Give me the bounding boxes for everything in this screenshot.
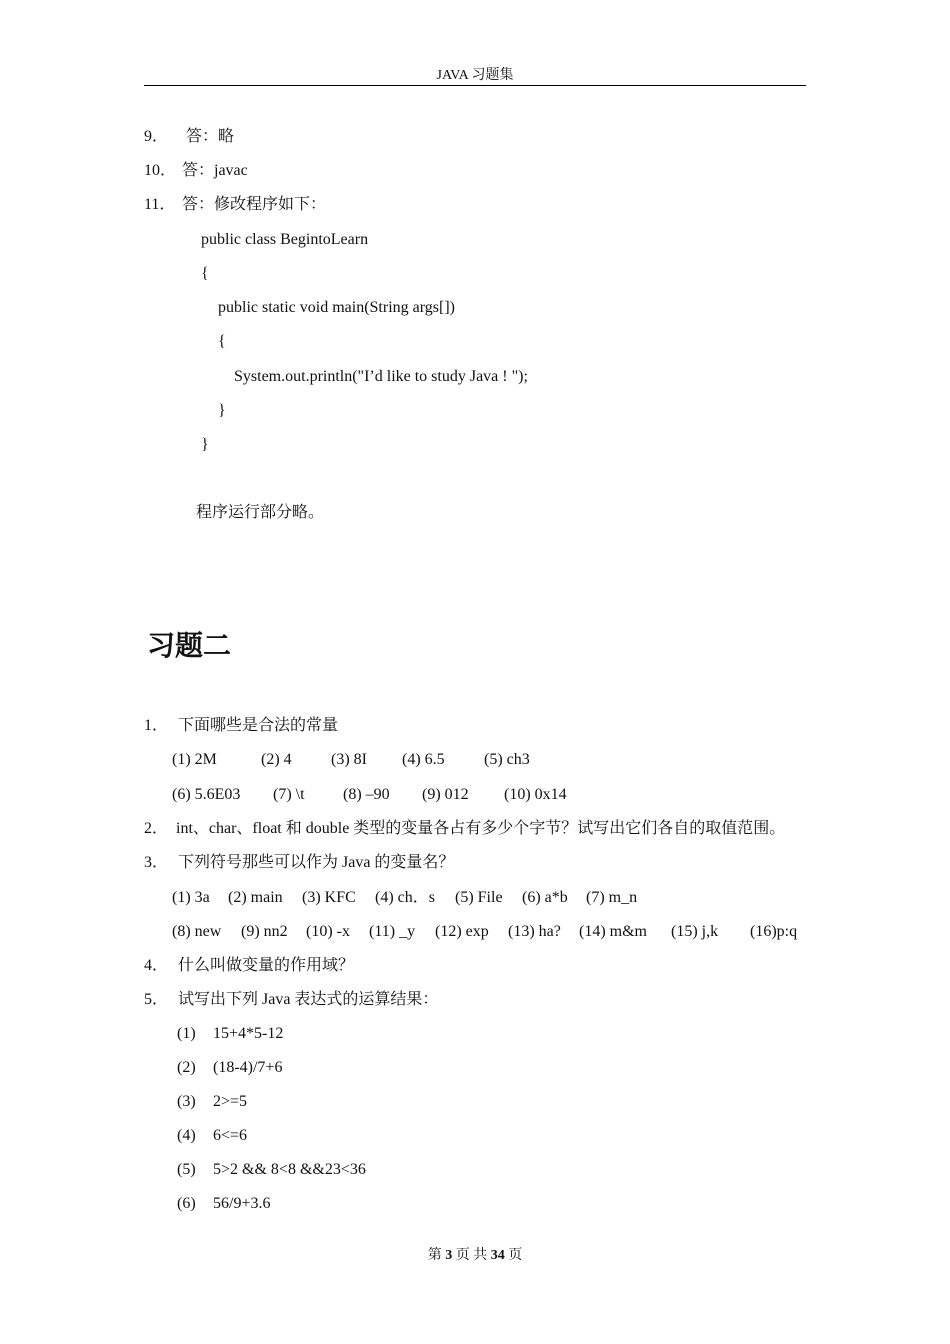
q5-item-3-expression: 2>=5 [213, 1093, 248, 1110]
code-line-7: } [201, 436, 209, 453]
q3-option-12: (12) exp [435, 923, 489, 940]
code-line-3: public static void main(String args[]) [218, 299, 455, 316]
q5-item-2-expression: (18-4)/7+6 [213, 1059, 283, 1076]
q5-item-1-expression: 15+4*5-12 [213, 1025, 284, 1042]
q1-option-8: (8) –90 [343, 786, 390, 803]
q5-item-3-number: (3) [177, 1093, 196, 1110]
question-4-number: 4． [144, 957, 169, 974]
q3-option-16: (16)p:q [750, 923, 798, 940]
q5-item-4-expression: 6<=6 [213, 1127, 248, 1144]
question-3-text: 下列符号那些可以作为 Java 的变量名？ [178, 854, 455, 871]
answer-10-text: 答：javac [182, 162, 248, 179]
q1-option-3: (3) 8I [331, 751, 367, 768]
code-line-6: } [218, 402, 226, 419]
q5-item-6-expression: 56/9+3.6 [213, 1195, 271, 1212]
page-header-title: JAVA 习题集 [436, 68, 514, 83]
q3-option-11: (11) _y [369, 923, 416, 940]
q3-option-4: (4) ch．s [375, 889, 435, 906]
q3-option-3: (3) KFC [302, 889, 356, 906]
page-footer [0, 1246, 950, 1266]
q1-option-9: (9) 012 [422, 786, 469, 803]
footer-page-number: 3 [445, 1248, 453, 1263]
q5-item-1-number: (1) [177, 1025, 196, 1042]
footer-total-pages: 34 [490, 1248, 505, 1263]
q3-option-10: (10) -x [306, 923, 350, 940]
question-1-text: 下面哪些是合法的常量 [178, 717, 339, 734]
section-title: 习题二 [147, 629, 232, 662]
q3-option-5: (5) File [455, 889, 503, 906]
question-1-number: 1． [144, 717, 169, 734]
answer-9-text: 答：略 [186, 128, 235, 145]
answer-11-number: 11． [144, 196, 176, 213]
code-line-2: { [201, 265, 209, 282]
q5-item-5-expression: 5>2 && 8<8 &&23<36 [213, 1161, 366, 1178]
q1-option-4: (4) 6.5 [402, 751, 445, 768]
footer-suffix: 页 [508, 1248, 523, 1263]
q1-option-10: (10) 0x14 [504, 786, 567, 803]
code-line-4: { [218, 333, 226, 350]
q3-option-14: (14) m&m [579, 923, 647, 940]
answer-11-text: 答：修改程序如下： [182, 196, 327, 213]
q5-item-6-number: (6) [177, 1195, 196, 1212]
question-3-number: 3． [144, 854, 169, 871]
question-5-text: 试写出下列 Java 表达式的运算结果： [178, 991, 439, 1008]
q5-item-2-number: (2) [177, 1059, 196, 1076]
q3-option-15: (15) j,k [671, 923, 719, 940]
footer-prefix: 第 [427, 1248, 442, 1263]
q1-option-5: (5) ch3 [484, 751, 530, 768]
question-4-text: 什么叫做变量的作用域？ [178, 957, 355, 974]
code-line-5: System.out.println("I’d like to study Java ! "); [234, 368, 528, 385]
footer-middle: 页 共 [455, 1248, 488, 1263]
q5-item-4-number: (4) [177, 1127, 196, 1144]
q1-option-2: (2) 4 [261, 751, 292, 768]
q3-option-2: (2) main [228, 889, 283, 906]
q1-option-7: (7) \t [273, 786, 305, 803]
answer-9-number: 9． [144, 128, 169, 145]
answer-10-number: 10． [144, 162, 177, 179]
q3-option-8: (8) new [172, 923, 222, 940]
question-2-text: int、char、float 和 double 类型的变量各占有多少个字节？试写出它们各自的取值范围。 [176, 820, 786, 837]
q3-option-13: (13) ha? [508, 923, 561, 940]
q5-item-5-number: (5) [177, 1161, 196, 1178]
question-2-number: 2． [144, 820, 169, 837]
q1-option-6: (6) 5.6E03 [172, 786, 241, 803]
question-5-number: 5． [144, 991, 169, 1008]
code-line-1: public class BegintoLearn [201, 231, 369, 248]
q3-option-9: (9) nn2 [241, 923, 288, 940]
q1-option-1: (1) 2M [172, 751, 217, 768]
q3-option-1: (1) 3a [172, 889, 210, 906]
q3-option-7: (7) m_n [586, 889, 638, 906]
header-rule [144, 85, 806, 86]
answer-note: 程序运行部分略。 [196, 504, 325, 521]
q3-option-6: (6) a*b [522, 889, 568, 906]
